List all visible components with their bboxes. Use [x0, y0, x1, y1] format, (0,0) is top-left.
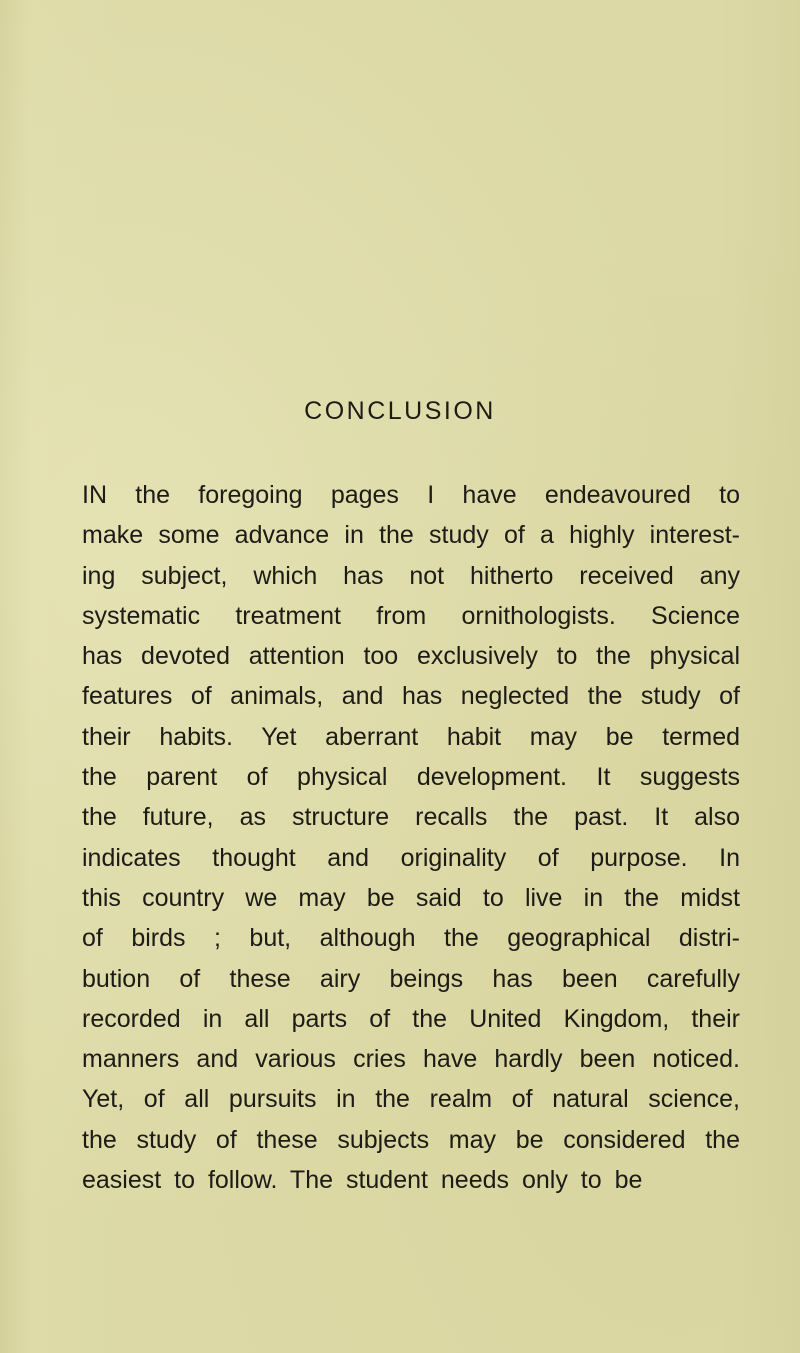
text-line: make some advance in the study of a highly interest- [82, 521, 740, 550]
text-line: this country we may be said to live in the midst [82, 883, 740, 912]
text-line: the study of these subjects may be considered the [82, 1125, 740, 1154]
text-line: features of animals, and has neglected the study of [82, 682, 740, 711]
text-line: the future, as structure recalls the past. It also [82, 803, 740, 832]
text-line: systematic treatment from ornithologists. Science [82, 601, 740, 630]
text-line: the parent of physical development. It suggests [82, 763, 740, 792]
text-line: easiest to follow. The student needs only to be [82, 1166, 643, 1195]
text-line: IN the foregoing pages I have endeavoured to [82, 481, 740, 509]
chapter-heading: CONCLUSION [304, 397, 496, 425]
text-line: recorded in all parts of the United Kingdom, their [82, 1004, 740, 1033]
body-paragraph [82, 475, 740, 1200]
text-line: of birds ; but, although the geographical distri- [82, 924, 740, 953]
text-line: ing subject, which has not hitherto received any [82, 561, 740, 590]
text-line: indicates thought and originality of purpose. In [82, 843, 740, 872]
text-line: bution of these airy beings has been carefully [82, 964, 740, 993]
text-line: manners and various cries have hardly been noticed. [82, 1045, 740, 1074]
text-line: their habits. Yet aberrant habit may be termed [82, 722, 740, 751]
text-line: Yet, of all pursuits in the realm of natural science, [82, 1085, 740, 1114]
text-line: has devoted attention too exclusively to the physical [82, 642, 740, 671]
